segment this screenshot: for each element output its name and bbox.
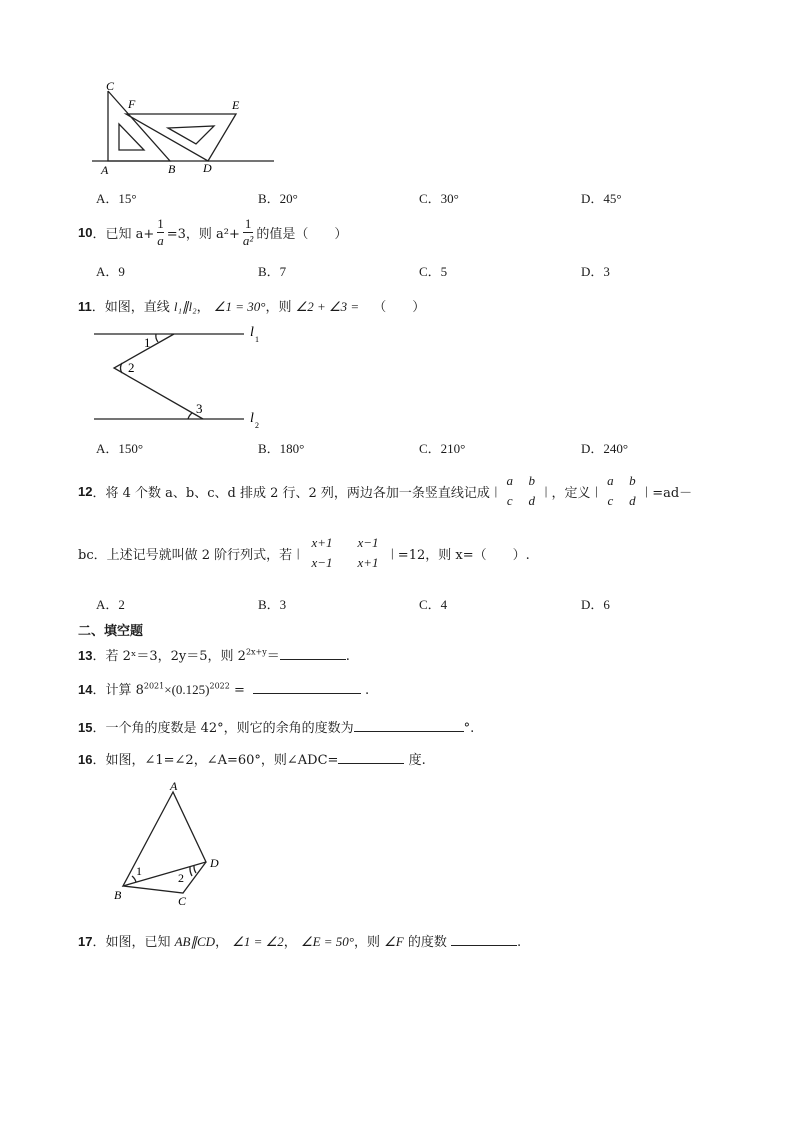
question-14: [78, 679, 369, 698]
q17-text: ，: [215, 935, 233, 950]
denominator: a²: [242, 232, 254, 248]
figure-q11: [88, 322, 278, 432]
q12-determinant-2: | a b c d |: [594, 473, 649, 508]
q12-option-a[interactable]: A．2: [96, 597, 125, 612]
q17-math-angles: ∠1 = ∠2: [232, 934, 284, 949]
question-12-line2: [78, 532, 530, 574]
det-entry: x−1: [311, 555, 333, 570]
label-C: C: [106, 79, 115, 93]
question-number: 14: [78, 682, 93, 697]
q13-text: ＝: [266, 649, 280, 664]
label-E: E: [232, 98, 240, 112]
q11-answer-paren: （ ）: [373, 300, 426, 315]
det-entry: x+1: [357, 555, 379, 570]
question-13: [78, 645, 350, 664]
q14-period: .: [365, 683, 370, 698]
label-l1-sub: 1: [255, 335, 259, 344]
numerator: 1: [244, 215, 252, 231]
label-F: F: [128, 97, 136, 111]
q11-option-d[interactable]: D．240°: [581, 441, 629, 456]
q13-text: ．若 2ˣ＝3，2y＝5，则 2: [92, 649, 246, 664]
q16-answer-blank[interactable]: [338, 751, 404, 764]
q15-end: °.: [463, 721, 475, 736]
q10-option-b[interactable]: B．7: [258, 264, 287, 279]
question-17: [78, 931, 521, 950]
angle-1-label: 1: [144, 335, 151, 350]
q17-text: ，则: [354, 935, 385, 950]
question-10: [78, 212, 347, 252]
q15-text: ．一个角的度数是 42°，则它的余角的度数为: [92, 721, 354, 736]
q10-mid: =3，则 a²+: [166, 226, 240, 242]
det-entry: c: [607, 493, 614, 508]
det-entry: b: [629, 473, 636, 488]
q13-exponent: 2x+y: [245, 647, 267, 657]
q12-text: =ad－: [652, 485, 693, 501]
q14-answer-blank[interactable]: [253, 681, 361, 694]
q11-math-sum: ∠2 + ∠3 =: [295, 299, 360, 314]
label-B: B: [168, 162, 176, 176]
q13-answer-blank[interactable]: [280, 647, 346, 660]
q11-math-parallel: l₁∥l₂: [173, 299, 197, 314]
angle-2-label: 2: [178, 871, 184, 885]
det-entry: b: [528, 473, 535, 488]
question-number: 11: [78, 299, 92, 314]
q12-option-d[interactable]: D．6: [581, 597, 610, 612]
det-entry: d: [629, 493, 636, 508]
q9-option-d[interactable]: D．45°: [581, 191, 622, 206]
q12-option-b[interactable]: B．3: [258, 597, 287, 612]
label-l2-sub: 2: [255, 421, 259, 430]
question-16: [78, 749, 426, 768]
question-number: 17: [78, 934, 93, 949]
label-A: A: [101, 163, 109, 177]
q15-answer-blank[interactable]: [354, 719, 464, 732]
q17-math-angleF: ∠F: [384, 934, 404, 949]
q9-option-c[interactable]: C．30°: [419, 191, 459, 206]
numerator: 1: [157, 215, 164, 231]
det-entry: x−1: [357, 535, 379, 550]
q10-option-a[interactable]: A．9: [96, 264, 125, 279]
question-number: 15: [78, 720, 93, 735]
q11-text: ，则: [265, 300, 296, 315]
q12-text: ．将 4 个数 a、b、c、d 排成 2 行、2 列，两边各加一条竖直线记成: [92, 485, 490, 501]
q10-suffix: 的值是（ ）: [256, 226, 348, 242]
det-entry: a: [506, 473, 513, 488]
question-number: 13: [78, 648, 93, 663]
question-11: [78, 296, 425, 315]
label-C: C: [178, 894, 187, 908]
q13-period: .: [345, 649, 350, 664]
q11-math-angle1: ∠1 = 30°: [213, 299, 266, 314]
q10-fraction-1: [157, 217, 164, 248]
q17-period: .: [517, 935, 522, 950]
q14-exponent: 2021: [143, 681, 165, 691]
section-title: 二、填空题: [78, 624, 144, 639]
q14-text: ×(0.125): [164, 682, 210, 697]
q17-math-parallel: AB∥CD: [174, 934, 216, 949]
q11-text: ，: [196, 300, 214, 315]
q16-end: 度.: [404, 753, 426, 768]
q17-math-angleE: ∠E = 50°: [300, 934, 355, 949]
q12-option-c[interactable]: C．4: [419, 597, 448, 612]
angle-2-label: 2: [128, 360, 135, 375]
q11-option-b[interactable]: B．180°: [258, 441, 305, 456]
figure-q16: [108, 778, 228, 908]
label-D: D: [203, 161, 212, 175]
q9-option-b[interactable]: B．20°: [258, 191, 298, 206]
question-12-line1: [78, 470, 692, 512]
label-l1: l: [250, 325, 254, 340]
question-number: 12: [78, 483, 93, 499]
q12-text: bc．上述记号就叫做 2 阶行列式，若: [78, 547, 293, 563]
q14-text: ．计算 8: [92, 683, 144, 698]
label-D: D: [210, 856, 219, 870]
q16-text: ．如图，∠1=∠2，∠A=60°，则∠ADC=: [92, 753, 339, 768]
question-number: 16: [78, 752, 93, 767]
q17-text: ．如图，已知: [92, 935, 175, 950]
q12-determinant-3: | x+1 x−1 x−1 x+1 |: [296, 535, 394, 570]
figure-q9: [88, 78, 278, 178]
denominator: a: [157, 232, 164, 248]
q12-text: ，定义: [551, 485, 591, 501]
q17-text: 的度数: [403, 935, 452, 950]
q11-option-c[interactable]: C．210°: [419, 441, 466, 456]
q10-option-d[interactable]: D．3: [581, 264, 610, 279]
q9-option-a[interactable]: A．15°: [96, 191, 137, 206]
det-entry: a: [607, 473, 614, 488]
question-15: [78, 717, 474, 736]
q17-answer-blank[interactable]: [451, 933, 517, 946]
q17-text: ，: [283, 935, 301, 950]
q10-option-c[interactable]: C．5: [419, 264, 448, 279]
q14-exponent: 2022: [209, 681, 230, 691]
angle-1-label: 1: [136, 864, 142, 878]
label-B: B: [114, 888, 122, 902]
q10-prefix: ．已知 a+: [92, 226, 155, 242]
det-entry: d: [528, 493, 535, 508]
q10-fraction-2: [243, 217, 253, 248]
angle-3-label: 3: [196, 401, 203, 416]
det-entry: x+1: [311, 535, 333, 550]
det-entry: c: [506, 493, 513, 508]
q12-determinant-1: | a b c d |: [493, 473, 548, 508]
question-number: 10: [78, 224, 93, 240]
q12-text: =12，则 x=（ ）.: [397, 547, 530, 563]
label-A: A: [170, 779, 178, 793]
label-l2: l: [250, 411, 254, 426]
q14-text: =: [229, 683, 250, 698]
q11-text: ．如图，直线: [91, 300, 174, 315]
q11-option-a[interactable]: A．150°: [96, 441, 144, 456]
